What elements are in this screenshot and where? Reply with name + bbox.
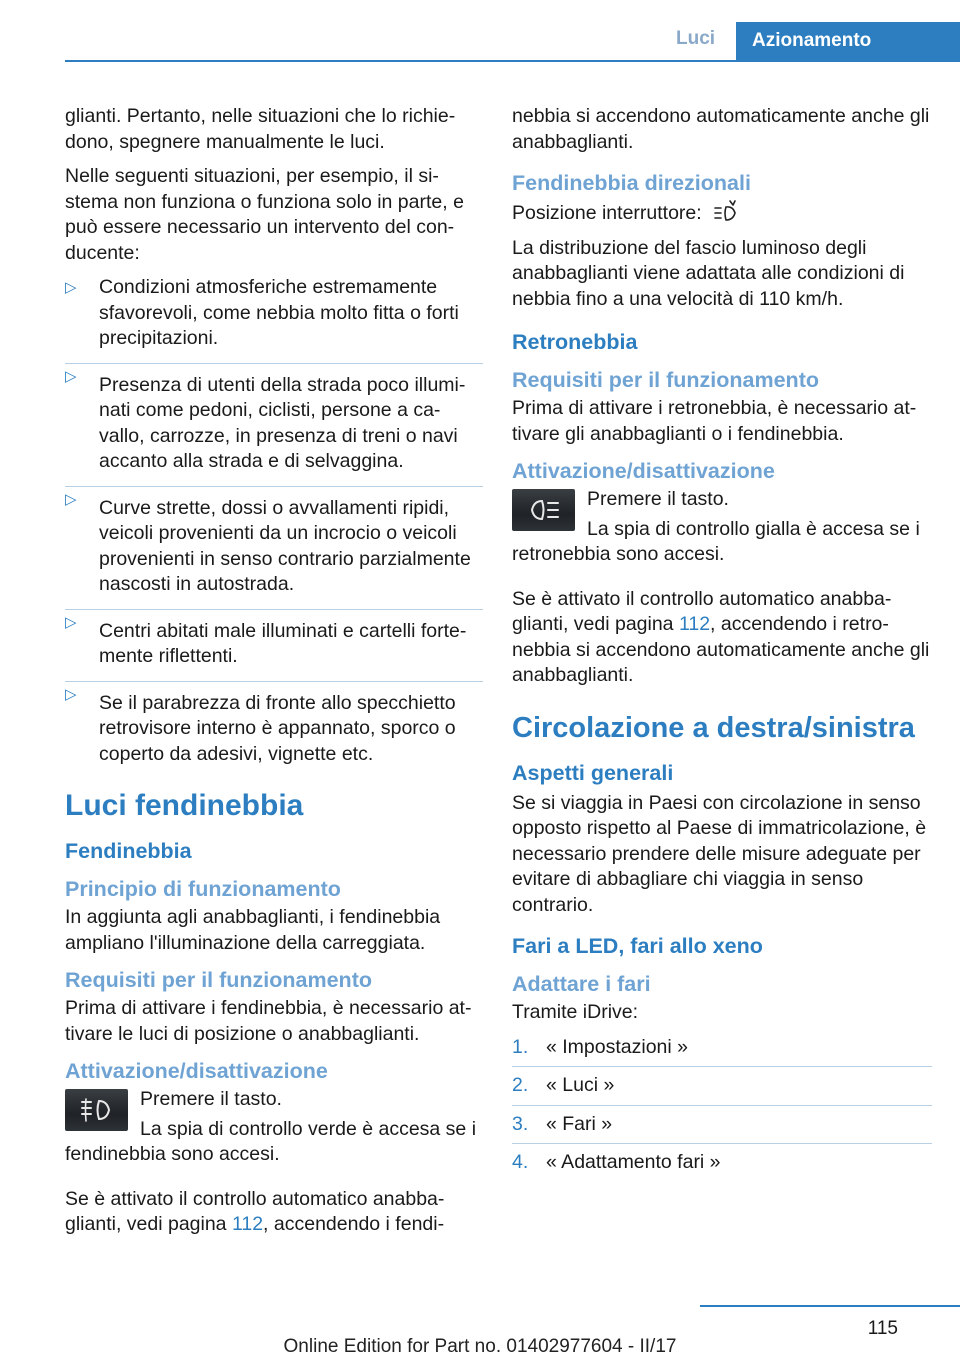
directional-fog-switch-icon [713,199,739,223]
page-number: 115 [867,1318,898,1339]
paragraph: Premere il tasto. [587,488,729,510]
list-item: ▷ Curve strette, dossi o avvallamenti ripidi, veicoli provenienti da un incrocio o veicoli provenienti in senso contrario parzialmente nascosti in autostrada. [65,486,483,598]
section-title: Circolazione a destra/sinistra [512,711,915,744]
header-tab-luci: Luci [676,28,716,49]
page-link[interactable]: 112 [231,1213,264,1235]
subsection-title: Aspetti generali [512,760,674,785]
paragraph: Prima di attivare i retronebbia, è necessario at-tivare gli anabbaglianti o i fendinebbia. [512,397,917,445]
subheading: Fendinebbia direzionali [512,171,751,195]
subsection-title: Fendinebbia [65,839,192,863]
steps-list [512,1035,932,1176]
paragraph: nebbia si accendono automaticamente anche gli anabbaglianti. [512,105,930,153]
paragraph: Se si viaggia in Paesi con circolazione in senso opposto rispetto al Paese di immatricolazione, è necessario prendere delle misure adeguate per evitare di abbagliare chi viaggia in senso contrario. [512,791,927,916]
front-fog-button [65,1089,128,1131]
paragraph: Se è attivato il controllo automatico anabba-glianti, vedi pagina 112, accendendo i fendi- [65,1187,445,1235]
list-item: ▷ Centri abitati male illuminati e cartelli forte-mente riflettenti. [65,609,483,670]
condition-list [65,275,483,767]
subheading: Principio di funzionamento [65,877,341,901]
subheading: Requisiti per il funzionamento [65,968,372,992]
paragraph: glianti. Pertanto, nelle situazioni che lo richie-dono, spegnere manualmente le luci. [65,105,456,153]
subsection-title: Retronebbia [512,330,638,354]
paragraph: Nelle seguenti situazioni, per esempio, il si-stema non funziona o funziona solo in parte, e può essere necessario un intervento del con-ducente: [65,165,464,264]
right-column [512,104,932,1182]
section-title: Luci fendinebbia [65,789,304,822]
paragraph: Prima di attivare i fendinebbia, è necessario at-tivare le luci di posizione o anabbaglianti. [65,997,472,1045]
page-header [0,0,960,62]
list-item: ▷ Presenza di utenti della strada poco illumi-nati come pedoni, ciclisti, persone a ca-vallo, carrozze, in presenza di treni o navi accanto alla strada e di selvaggina. [65,363,483,475]
paragraph: La distribuzione del fascio luminoso degli anabbaglianti viene adattata alle condizioni di nebbia fino a una velocità di 110 km/h. [512,236,905,310]
header-rule [65,60,960,62]
left-column [65,104,483,1247]
paragraph: Posizione interruttore: [512,199,932,227]
paragraph: Tramite iDrive: [512,1001,639,1023]
subheading: Attivazione/disattivazione [512,459,775,483]
rear-fog-light-icon [526,497,562,523]
paragraph: La spia di controllo verde è accesa se i fendinebbia sono accesi. [65,1117,477,1165]
header-tab-azionamento: Azionamento [736,22,960,62]
paragraph: In aggiunta agli anabbaglianti, i fendinebbia ampliano l'illuminazione della carreggiata. [65,906,441,954]
subheading: Adattare i fari [512,972,651,996]
list-item: ▷ Se il parabrezza di fronte allo specchietto retrovisore interno è appannato, sporco o coperto da adesivi, vignette etc. [65,681,483,768]
list-item: 3. « Fari » [512,1105,932,1138]
footer-rule [700,1305,960,1307]
list-item: 4. « Adattamento fari » [512,1143,932,1176]
paragraph: La spia di controllo gialla è accesa se i retronebbia sono accesi. [512,517,920,565]
front-fog-light-icon [79,1097,115,1123]
paragraph: Premere il tasto. [140,1088,282,1110]
subheading: Attivazione/disattivazione [65,1059,328,1083]
list-item: 2. « Luci » [512,1066,932,1099]
list-item: 1. « Impostazioni » [512,1035,688,1058]
page-link[interactable]: 112 [678,613,711,635]
paragraph: Se è attivato il controllo automatico anabba-glianti, vedi pagina 112, accendendo i retro-nebbia si accendono automaticamente anche gli anabbaglianti. [512,587,930,686]
rear-fog-button [512,489,575,531]
subsection-title: Fari a LED, fari allo xeno [512,934,763,958]
edition-footer: Online Edition for Part no. 01402977604 - II/17 [283,1336,677,1357]
list-item: ▷ Condizioni atmosferiche estremamente sfavorevoli, come nebbia molto fitta o forti precipitazioni. [65,275,483,352]
subheading: Requisiti per il funzionamento [512,368,819,392]
